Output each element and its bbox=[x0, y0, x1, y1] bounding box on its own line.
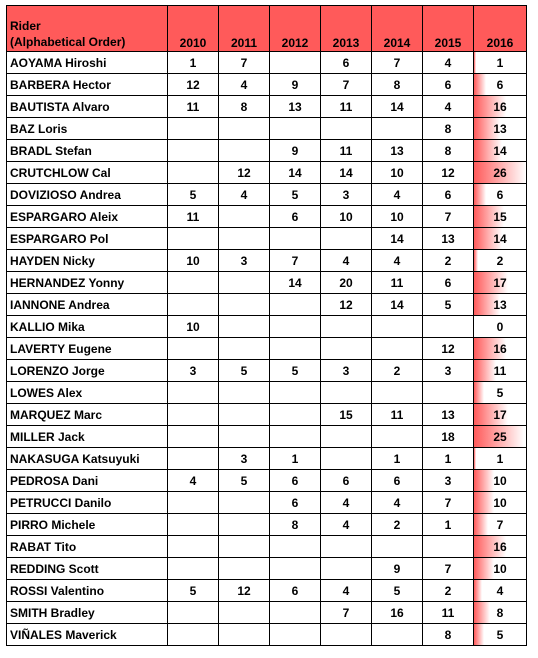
value-cell-2012: 5 bbox=[270, 360, 321, 382]
value-cell-2012 bbox=[270, 602, 321, 624]
value-cell-2010 bbox=[168, 404, 219, 426]
value-cell-2011 bbox=[219, 536, 270, 558]
value-cell-2016: 7 bbox=[474, 514, 527, 536]
value-cell-2012 bbox=[270, 118, 321, 140]
value-cell-2016: 10 bbox=[474, 492, 527, 514]
year-header-2016: 2016 bbox=[474, 6, 527, 52]
value-cell-2013: 4 bbox=[321, 580, 372, 602]
value-cell-2012: 9 bbox=[270, 140, 321, 162]
value-cell-2016: 4 bbox=[474, 580, 527, 602]
value-cell-2011 bbox=[219, 338, 270, 360]
rider-name-cell: LORENZO Jorge bbox=[7, 360, 168, 382]
value-cell-2013: 20 bbox=[321, 272, 372, 294]
table-body bbox=[7, 52, 527, 646]
value-cell-2014: 6 bbox=[372, 470, 423, 492]
value-cell-2010 bbox=[168, 602, 219, 624]
value-cell-2015: 2 bbox=[423, 580, 474, 602]
value-cell-2013 bbox=[321, 558, 372, 580]
value-cell-2010: 11 bbox=[168, 96, 219, 118]
table-row bbox=[7, 294, 527, 316]
value-cell-2016: 13 bbox=[474, 118, 527, 140]
value-cell-2014: 4 bbox=[372, 250, 423, 272]
value-cell-2014 bbox=[372, 426, 423, 448]
table-row bbox=[7, 96, 527, 118]
table-header bbox=[7, 6, 527, 52]
value-cell-2012 bbox=[270, 294, 321, 316]
value-cell-2011 bbox=[219, 118, 270, 140]
table-row bbox=[7, 272, 527, 294]
year-header-2011: 2011 bbox=[219, 6, 270, 52]
value-cell-2015: 1 bbox=[423, 448, 474, 470]
value-cell-2014 bbox=[372, 316, 423, 338]
table-row bbox=[7, 470, 527, 492]
value-cell-2010 bbox=[168, 338, 219, 360]
value-cell-2012 bbox=[270, 426, 321, 448]
table-row bbox=[7, 74, 527, 96]
value-cell-2015: 6 bbox=[423, 272, 474, 294]
table-row bbox=[7, 184, 527, 206]
value-cell-2010 bbox=[168, 294, 219, 316]
value-cell-2016: 26 bbox=[474, 162, 527, 184]
value-cell-2014 bbox=[372, 338, 423, 360]
value-cell-2010 bbox=[168, 448, 219, 470]
value-cell-2013: 6 bbox=[321, 52, 372, 74]
value-cell-2016: 14 bbox=[474, 140, 527, 162]
value-cell-2013: 11 bbox=[321, 140, 372, 162]
value-cell-2015: 2 bbox=[423, 250, 474, 272]
value-cell-2016: 11 bbox=[474, 360, 527, 382]
table-row bbox=[7, 404, 527, 426]
value-cell-2010 bbox=[168, 536, 219, 558]
value-cell-2016: 8 bbox=[474, 602, 527, 624]
rider-name-cell: REDDING Scott bbox=[7, 558, 168, 580]
value-cell-2015: 4 bbox=[423, 52, 474, 74]
value-cell-2014: 2 bbox=[372, 514, 423, 536]
table-row bbox=[7, 206, 527, 228]
rider-name-cell: MILLER Jack bbox=[7, 426, 168, 448]
value-cell-2014: 14 bbox=[372, 96, 423, 118]
value-cell-2016: 6 bbox=[474, 184, 527, 206]
value-cell-2016: 16 bbox=[474, 536, 527, 558]
value-cell-2011 bbox=[219, 294, 270, 316]
value-cell-2014: 5 bbox=[372, 580, 423, 602]
value-cell-2014: 11 bbox=[372, 404, 423, 426]
value-cell-2012: 5 bbox=[270, 184, 321, 206]
value-cell-2016: 16 bbox=[474, 338, 527, 360]
rider-name-cell: HERNANDEZ Yonny bbox=[7, 272, 168, 294]
year-header-2014: 2014 bbox=[372, 6, 423, 52]
value-cell-2013: 10 bbox=[321, 206, 372, 228]
value-cell-2015 bbox=[423, 316, 474, 338]
value-cell-2011 bbox=[219, 316, 270, 338]
value-cell-2016: 13 bbox=[474, 294, 527, 316]
value-cell-2011 bbox=[219, 426, 270, 448]
value-cell-2014: 4 bbox=[372, 184, 423, 206]
value-cell-2015: 6 bbox=[423, 74, 474, 96]
value-cell-2013: 15 bbox=[321, 404, 372, 426]
value-cell-2010: 12 bbox=[168, 74, 219, 96]
value-cell-2016: 1 bbox=[474, 448, 527, 470]
value-cell-2011 bbox=[219, 206, 270, 228]
value-cell-2015: 3 bbox=[423, 360, 474, 382]
year-header-2010: 2010 bbox=[168, 6, 219, 52]
rider-name-cell: HAYDEN Nicky bbox=[7, 250, 168, 272]
value-cell-2013: 3 bbox=[321, 184, 372, 206]
value-cell-2016: 10 bbox=[474, 470, 527, 492]
value-cell-2015 bbox=[423, 536, 474, 558]
rider-header-line-2: (Alphabetical Order) bbox=[10, 35, 126, 49]
value-cell-2012 bbox=[270, 536, 321, 558]
value-cell-2013: 3 bbox=[321, 360, 372, 382]
value-cell-2012: 6 bbox=[270, 492, 321, 514]
value-cell-2013 bbox=[321, 382, 372, 404]
value-cell-2011 bbox=[219, 514, 270, 536]
value-cell-2010 bbox=[168, 426, 219, 448]
rider-name-cell: DOVIZIOSO Andrea bbox=[7, 184, 168, 206]
rider-name-cell: BAZ Loris bbox=[7, 118, 168, 140]
value-cell-2011: 5 bbox=[219, 360, 270, 382]
value-cell-2011: 7 bbox=[219, 52, 270, 74]
table-row bbox=[7, 228, 527, 250]
table-row bbox=[7, 558, 527, 580]
value-cell-2013: 6 bbox=[321, 470, 372, 492]
rider-name-cell: NAKASUGA Katsuyuki bbox=[7, 448, 168, 470]
value-cell-2011 bbox=[219, 602, 270, 624]
year-header-2013: 2013 bbox=[321, 6, 372, 52]
value-cell-2011 bbox=[219, 492, 270, 514]
value-cell-2011 bbox=[219, 228, 270, 250]
value-cell-2014: 2 bbox=[372, 360, 423, 382]
value-cell-2015: 11 bbox=[423, 602, 474, 624]
value-cell-2015: 18 bbox=[423, 426, 474, 448]
value-cell-2012 bbox=[270, 338, 321, 360]
value-cell-2011 bbox=[219, 624, 270, 646]
value-cell-2014: 10 bbox=[372, 206, 423, 228]
value-cell-2016: 14 bbox=[474, 228, 527, 250]
value-cell-2013 bbox=[321, 316, 372, 338]
value-cell-2014: 14 bbox=[372, 294, 423, 316]
table-row bbox=[7, 514, 527, 536]
value-cell-2010 bbox=[168, 140, 219, 162]
value-cell-2011 bbox=[219, 558, 270, 580]
table-row bbox=[7, 580, 527, 602]
value-cell-2015: 12 bbox=[423, 162, 474, 184]
value-cell-2015: 8 bbox=[423, 118, 474, 140]
value-cell-2010: 5 bbox=[168, 184, 219, 206]
value-cell-2013: 14 bbox=[321, 162, 372, 184]
value-cell-2016: 0 bbox=[474, 316, 527, 338]
value-cell-2015: 13 bbox=[423, 404, 474, 426]
value-cell-2014: 10 bbox=[372, 162, 423, 184]
rider-name-cell: ESPARGARO Aleix bbox=[7, 206, 168, 228]
value-cell-2011: 12 bbox=[219, 162, 270, 184]
rider-name-cell: PETRUCCI Danilo bbox=[7, 492, 168, 514]
value-cell-2016: 6 bbox=[474, 74, 527, 96]
value-cell-2011: 3 bbox=[219, 250, 270, 272]
table-row bbox=[7, 536, 527, 558]
value-cell-2011 bbox=[219, 140, 270, 162]
value-cell-2010 bbox=[168, 514, 219, 536]
value-cell-2013: 4 bbox=[321, 514, 372, 536]
rider-name-cell: IANNONE Andrea bbox=[7, 294, 168, 316]
value-cell-2012 bbox=[270, 316, 321, 338]
value-cell-2016: 5 bbox=[474, 624, 527, 646]
table-row bbox=[7, 492, 527, 514]
table-row bbox=[7, 360, 527, 382]
value-cell-2011: 8 bbox=[219, 96, 270, 118]
rider-name-cell: KALLIO Mika bbox=[7, 316, 168, 338]
rider-name-cell: RABAT Tito bbox=[7, 536, 168, 558]
value-cell-2015: 6 bbox=[423, 184, 474, 206]
table-row bbox=[7, 250, 527, 272]
value-cell-2014 bbox=[372, 536, 423, 558]
value-cell-2015: 5 bbox=[423, 294, 474, 316]
table-row bbox=[7, 52, 527, 74]
value-cell-2015 bbox=[423, 382, 474, 404]
table-row bbox=[7, 162, 527, 184]
value-cell-2015: 3 bbox=[423, 470, 474, 492]
value-cell-2012 bbox=[270, 558, 321, 580]
value-cell-2013: 4 bbox=[321, 250, 372, 272]
value-cell-2015: 7 bbox=[423, 492, 474, 514]
value-cell-2015: 8 bbox=[423, 624, 474, 646]
value-cell-2011 bbox=[219, 272, 270, 294]
value-cell-2014: 14 bbox=[372, 228, 423, 250]
value-cell-2012 bbox=[270, 404, 321, 426]
value-cell-2013 bbox=[321, 338, 372, 360]
value-cell-2010 bbox=[168, 228, 219, 250]
value-cell-2014 bbox=[372, 624, 423, 646]
value-cell-2014: 1 bbox=[372, 448, 423, 470]
value-cell-2016: 2 bbox=[474, 250, 527, 272]
value-cell-2010 bbox=[168, 492, 219, 514]
value-cell-2012: 13 bbox=[270, 96, 321, 118]
value-cell-2013: 12 bbox=[321, 294, 372, 316]
value-cell-2011: 4 bbox=[219, 74, 270, 96]
table-row bbox=[7, 426, 527, 448]
rider-name-cell: ROSSI Valentino bbox=[7, 580, 168, 602]
rider-name-cell: BRADL Stefan bbox=[7, 140, 168, 162]
rider-name-cell: LAVERTY Eugene bbox=[7, 338, 168, 360]
rider-name-cell: SMITH Bradley bbox=[7, 602, 168, 624]
value-cell-2014: 8 bbox=[372, 74, 423, 96]
table-row bbox=[7, 316, 527, 338]
value-cell-2011: 12 bbox=[219, 580, 270, 602]
value-cell-2011 bbox=[219, 382, 270, 404]
value-cell-2012 bbox=[270, 228, 321, 250]
value-cell-2010: 5 bbox=[168, 580, 219, 602]
rider-name-cell: MARQUEZ Marc bbox=[7, 404, 168, 426]
rider-name-cell: PEDROSA Dani bbox=[7, 470, 168, 492]
table-row bbox=[7, 338, 527, 360]
value-cell-2013: 7 bbox=[321, 74, 372, 96]
value-cell-2010: 4 bbox=[168, 470, 219, 492]
value-cell-2015: 7 bbox=[423, 206, 474, 228]
value-cell-2013 bbox=[321, 448, 372, 470]
rider-name-cell: BAUTISTA Alvaro bbox=[7, 96, 168, 118]
rider-name-cell: PIRRO Michele bbox=[7, 514, 168, 536]
value-cell-2012 bbox=[270, 52, 321, 74]
value-cell-2010: 10 bbox=[168, 316, 219, 338]
value-cell-2010 bbox=[168, 382, 219, 404]
value-cell-2010: 10 bbox=[168, 250, 219, 272]
table-row bbox=[7, 118, 527, 140]
value-cell-2011: 5 bbox=[219, 470, 270, 492]
rider-name-cell: VIÑALES Maverick bbox=[7, 624, 168, 646]
value-cell-2016: 5 bbox=[474, 382, 527, 404]
value-cell-2013 bbox=[321, 228, 372, 250]
value-cell-2013 bbox=[321, 536, 372, 558]
value-cell-2012: 8 bbox=[270, 514, 321, 536]
value-cell-2010 bbox=[168, 272, 219, 294]
value-cell-2016: 25 bbox=[474, 426, 527, 448]
value-cell-2012: 6 bbox=[270, 580, 321, 602]
value-cell-2010: 3 bbox=[168, 360, 219, 382]
value-cell-2014: 16 bbox=[372, 602, 423, 624]
value-cell-2011 bbox=[219, 404, 270, 426]
value-cell-2013 bbox=[321, 118, 372, 140]
value-cell-2015: 12 bbox=[423, 338, 474, 360]
value-cell-2013 bbox=[321, 426, 372, 448]
table-row bbox=[7, 140, 527, 162]
value-cell-2016: 16 bbox=[474, 96, 527, 118]
value-cell-2012: 9 bbox=[270, 74, 321, 96]
value-cell-2012: 1 bbox=[270, 448, 321, 470]
value-cell-2015: 1 bbox=[423, 514, 474, 536]
value-cell-2013: 11 bbox=[321, 96, 372, 118]
rider-results-table bbox=[6, 5, 527, 646]
value-cell-2016: 17 bbox=[474, 272, 527, 294]
rider-name-cell: ESPARGARO Pol bbox=[7, 228, 168, 250]
table-row bbox=[7, 624, 527, 646]
value-cell-2015: 8 bbox=[423, 140, 474, 162]
value-cell-2014: 9 bbox=[372, 558, 423, 580]
value-cell-2014: 7 bbox=[372, 52, 423, 74]
value-cell-2014: 4 bbox=[372, 492, 423, 514]
value-cell-2010: 11 bbox=[168, 206, 219, 228]
value-cell-2014 bbox=[372, 118, 423, 140]
rider-column-header bbox=[7, 6, 168, 52]
value-cell-2016: 17 bbox=[474, 404, 527, 426]
rider-name-cell: CRUTCHLOW Cal bbox=[7, 162, 168, 184]
value-cell-2010 bbox=[168, 118, 219, 140]
value-cell-2016: 15 bbox=[474, 206, 527, 228]
value-cell-2011: 3 bbox=[219, 448, 270, 470]
value-cell-2011: 4 bbox=[219, 184, 270, 206]
value-cell-2016: 10 bbox=[474, 558, 527, 580]
rider-name-cell: LOWES Alex bbox=[7, 382, 168, 404]
header-row bbox=[7, 6, 527, 52]
value-cell-2013: 7 bbox=[321, 602, 372, 624]
rider-header-line-1: Rider bbox=[10, 19, 41, 33]
value-cell-2010: 1 bbox=[168, 52, 219, 74]
year-header-2015: 2015 bbox=[423, 6, 474, 52]
value-cell-2010 bbox=[168, 162, 219, 184]
value-cell-2015: 4 bbox=[423, 96, 474, 118]
value-cell-2012: 6 bbox=[270, 206, 321, 228]
value-cell-2014: 11 bbox=[372, 272, 423, 294]
year-header-2012: 2012 bbox=[270, 6, 321, 52]
value-cell-2010 bbox=[168, 558, 219, 580]
value-cell-2012: 14 bbox=[270, 162, 321, 184]
value-cell-2010 bbox=[168, 624, 219, 646]
value-cell-2014 bbox=[372, 382, 423, 404]
value-cell-2012 bbox=[270, 382, 321, 404]
rider-name-cell: AOYAMA Hiroshi bbox=[7, 52, 168, 74]
rider-name-cell: BARBERA Hector bbox=[7, 74, 168, 96]
table-row bbox=[7, 602, 527, 624]
value-cell-2012: 6 bbox=[270, 470, 321, 492]
value-cell-2015: 7 bbox=[423, 558, 474, 580]
value-cell-2016: 1 bbox=[474, 52, 527, 74]
value-cell-2015: 13 bbox=[423, 228, 474, 250]
value-cell-2013: 4 bbox=[321, 492, 372, 514]
value-cell-2012: 7 bbox=[270, 250, 321, 272]
value-cell-2013 bbox=[321, 624, 372, 646]
table-row bbox=[7, 448, 527, 470]
value-cell-2012: 14 bbox=[270, 272, 321, 294]
table-row bbox=[7, 382, 527, 404]
value-cell-2014: 13 bbox=[372, 140, 423, 162]
value-cell-2012 bbox=[270, 624, 321, 646]
